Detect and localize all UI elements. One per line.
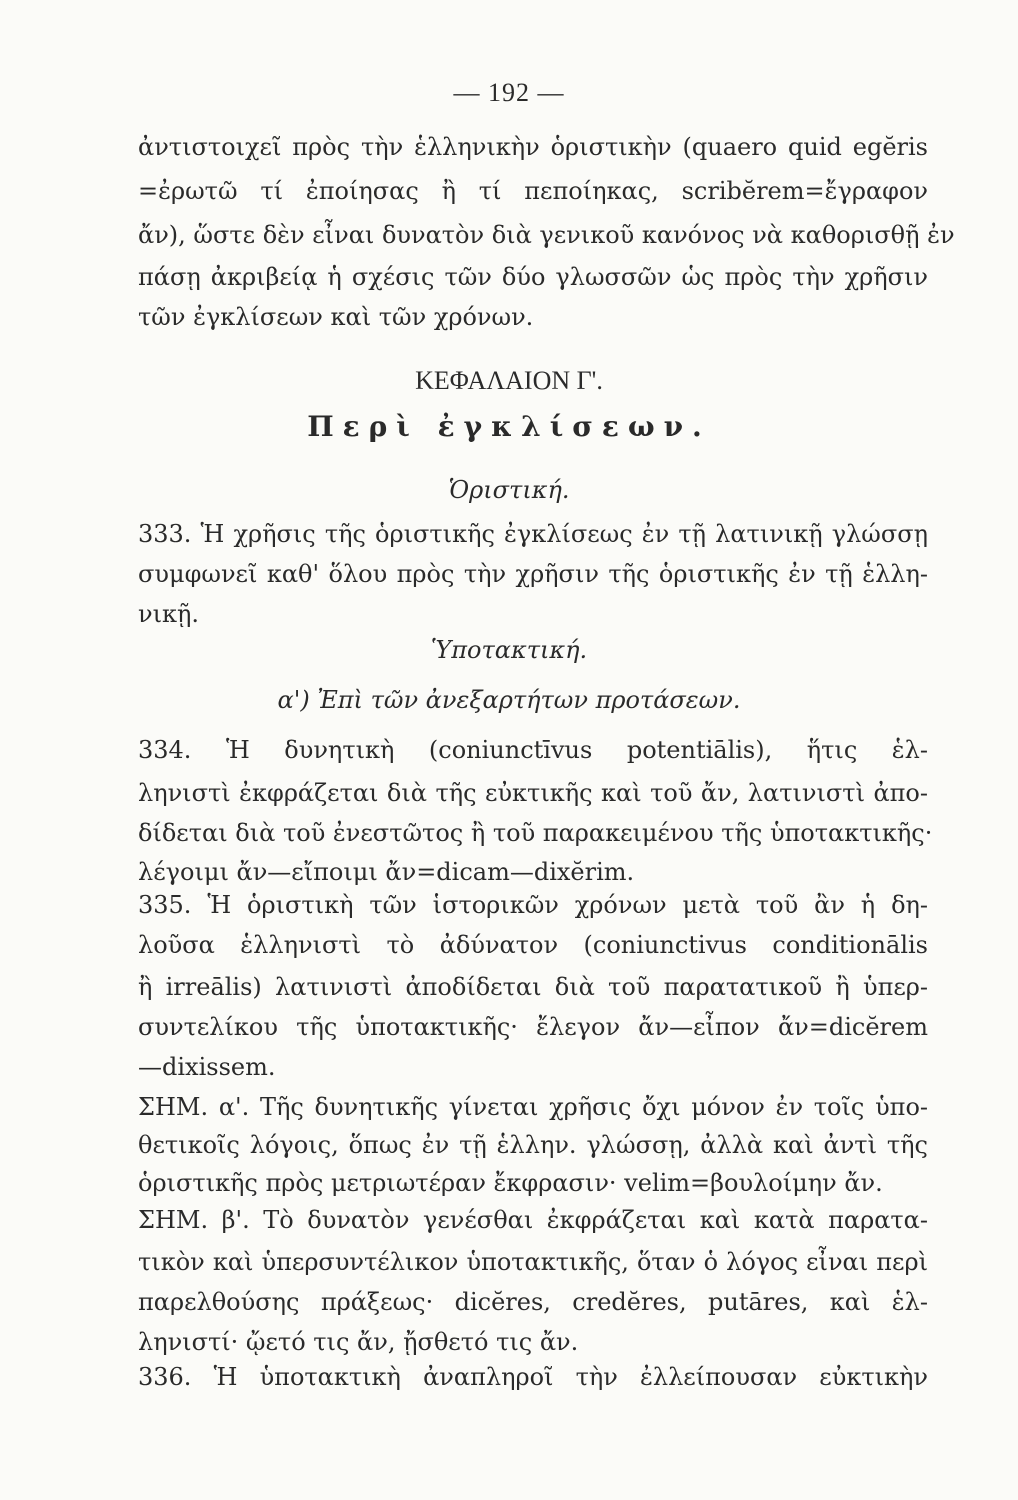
p335-line-2: λοῦσα ἑλληνιστὶ τὸ ἀδύνατον (coniunctivus conditionālis	[138, 931, 928, 959]
p334-line-1: 334. Ἡ δυνητικὴ (coniunctīvus potentiālis), ἥτις ἑλ-	[138, 736, 928, 764]
p335-line-4: συντελίκου τῆς ὑποτακτικῆς· ἔλεγον ἄν—εἶπον ἄν=dicĕrem	[138, 1013, 928, 1041]
p335-line-1: 335. Ἡ ὁριστικὴ τῶν ἱστορικῶν χρόνων μετὰ τοῦ ἂν ἡ δη-	[138, 891, 928, 919]
note-a-line-3: ὁριστικῆς πρὸς μετριωτέραν ἔκφρασιν· velim=βουλοίμην ἄν.	[138, 1169, 883, 1197]
intro-line-3: ἄν), ὥστε δὲν εἶναι δυνατὸν διὰ γενικοῦ κανόνος νὰ καθορισθῇ ἐν	[138, 221, 955, 249]
section-title-indicative: Ὁριστική.	[448, 476, 570, 504]
p333-line-3: νικῇ.	[138, 600, 200, 628]
note-b-line-3: παρελθούσης πράξεως· dicĕres, credĕres, putāres, καὶ ἑλ-	[138, 1288, 928, 1316]
p335-line-3: ἢ irreālis) λατινιστὶ ἀποδίδεται διὰ τοῦ παρατατικοῦ ἢ ὑπερ-	[138, 973, 928, 1001]
p335-line-5: —dixissem.	[138, 1053, 276, 1081]
section-title-subjunctive: Ὑποτακτική.	[430, 636, 588, 664]
p334-line-2: ληνιστὶ ἐκφράζεται διὰ τῆς εὐκτικῆς καὶ τοῦ ἄν, λατινιστὶ ἀπο-	[138, 779, 928, 807]
intro-line-5: τῶν ἐγκλίσεων καὶ τῶν χρόνων.	[138, 303, 534, 331]
subsection-title: α') Ἐπὶ τῶν ἀνεξαρτήτων προτάσεων.	[277, 686, 741, 714]
p333-line-2: συμφωνεῖ καθ' ὅλου πρὸς τὴν χρῆσιν τῆς ὁριστικῆς ἐν τῇ ἑλλη-	[138, 560, 928, 588]
p336-line-1: 336. Ἡ ὑποτακτικὴ ἀναπληροῖ τὴν ἐλλείπουσαν εὐκτικὴν	[138, 1363, 928, 1391]
intro-line-1: ἀντιστοιχεῖ πρὸς τὴν ἑλληνικὴν ὁριστικὴν (quaero quid egĕris	[138, 133, 928, 161]
chapter-title: Περὶ ἐγκλίσεων.	[307, 410, 711, 443]
chapter-heading: ΚΕΦΑΛΑΙΟΝ Γ'.	[415, 366, 603, 395]
p334-line-3: δίδεται διὰ τοῦ ἐνεστῶτος ἢ τοῦ παρακειμένου τῆς ὑποτακτικῆς·	[138, 819, 933, 847]
intro-line-4: πάσῃ ἀκριβείᾳ ἡ σχέσις τῶν δύο γλωσσῶν ὡς πρὸς τὴν χρῆσιν	[138, 263, 928, 291]
intro-line-2: =ἐρωτῶ τί ἐποίησας ἢ τί πεποίηκας, scribĕrem=ἔγραφον	[138, 177, 928, 205]
note-b-line-4: ληνιστί· ᾤετό τις ἄν, ᾔσθετό τις ἄν.	[138, 1328, 579, 1356]
note-b-line-2: τικὸν καὶ ὑπερσυντέλικον ὑποτακτικῆς, ὅταν ὁ λόγος εἶναι περὶ	[138, 1248, 928, 1276]
note-a-line-2: θετικοῖς λόγοις, ὅπως ἐν τῇ ἑλλην. γλώσσῃ, ἀλλὰ καὶ ἀντὶ τῆς	[138, 1131, 928, 1159]
page-number: — 192 —	[453, 78, 565, 107]
p333-line-1: 333. Ἡ χρῆσις τῆς ὁριστικῆς ἐγκλίσεως ἐν τῇ λατινικῇ γλώσσῃ	[138, 520, 928, 548]
p334-line-4: λέγοιμι ἄν—εἴποιμι ἄν=dicam—dixĕrim.	[138, 858, 635, 886]
note-b-line-1: ΣΗΜ. β'. Τὸ δυνατὸν γενέσθαι ἐκφράζεται καὶ κατὰ παρατα-	[138, 1206, 928, 1234]
note-a-line-1: ΣΗΜ. α'. Τῆς δυνητικῆς γίνεται χρῆσις ὄχι μόνον ἐν τοῖς ὑπο-	[138, 1093, 928, 1121]
